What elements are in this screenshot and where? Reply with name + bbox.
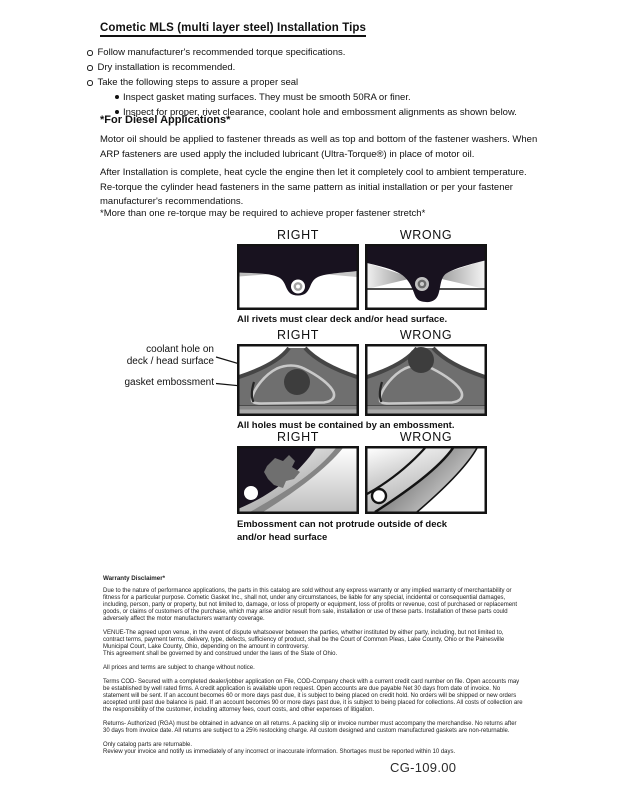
- holes-right-panel: [237, 344, 359, 416]
- tip-item: [87, 45, 549, 60]
- rivet-wrong-panel: [365, 244, 487, 316]
- retorque-note: *More than one re-torque may be required to achieve proper fastener stretch*: [100, 208, 426, 219]
- rivet-caption: All rivets must clear deck and/or head surface.: [237, 314, 448, 325]
- warranty-paragraph: Terms COD- Secured with a completed dealer/jobber application on File, COD-Company check with a current credit card number on file. Open accounts may be established by well rated firms. A credit application is available upon request. Open accounts are due payable Net 30 days from date of invoice. No statement will be sent. If an account becomes 60 or more days past due, it is subject to being placed on credit hold. No orders will be shipped or new orders accepted until past due balance is paid. If an account becomes 90 or more days past due, it is subject to being placed for collections. All costs of collection are the responsibility of the customer, including attorney fees, court costs, and other expenses of litigation.: [103, 679, 523, 713]
- warranty-paragraph: Only catalog parts are returnable. Review your invoice and notify us immediately of any incorrect or inaccurate information. Shortages must be reported within 10 days.: [103, 742, 456, 755]
- tip-sub-item: [115, 90, 549, 105]
- wrong-label: WRONG: [399, 228, 453, 242]
- warranty-paragraph: Returns- Authorized (RGA) must be obtained in advance on all returns. A packing slip or invoice number must accompany the merchandise. No returns after 30 days from invoice date. All returns are subject to a 25% restocking charge. All custom designed and custom manufactured gaskets are non-returnable.: [103, 721, 517, 734]
- tip-text: Inspect gasket mating surfaces. They must be smooth 50RA or finer.: [123, 92, 411, 103]
- warranty-paragraph: All prices and terms are subject to change without notice.: [103, 665, 255, 671]
- open-bullet-icon: [87, 80, 93, 86]
- protrude-right-diagram: [237, 446, 359, 514]
- rivet: [415, 277, 429, 291]
- warranty-disclaimer: [103, 575, 523, 763]
- protrude-wrong-panel: [365, 446, 487, 518]
- holes-wrong-diagram: [365, 344, 487, 416]
- protrude-wrong-diagram: [365, 446, 487, 514]
- tip-text: Follow manufacturer's recommended torque specifications.: [97, 47, 346, 58]
- rivet: [291, 280, 305, 294]
- tip-item: [87, 75, 549, 90]
- right-label: RIGHT: [277, 328, 319, 342]
- diesel-heading: *For Diesel Applications*: [100, 114, 231, 126]
- rivet-wrong-diagram: [365, 244, 487, 310]
- rivet-right-diagram: [237, 244, 359, 310]
- protrude-caption: Embossment can not protrude outside of deck and/or head surface: [237, 519, 448, 543]
- install-tips-list: [87, 45, 549, 120]
- tip-text: Dry installation is recommended.: [97, 62, 236, 73]
- open-bullet-icon: [87, 50, 93, 56]
- protrude-right-panel: [237, 446, 359, 518]
- leader-label-gasket-embossment: gasket embossment: [124, 377, 214, 388]
- holes-caption: All holes must be contained by an embossment.: [237, 420, 455, 431]
- bolt-hole: [372, 489, 386, 503]
- tip-text: Take the following steps to assure a proper seal: [97, 77, 299, 88]
- tip-item: [87, 60, 549, 75]
- bolt-hole: [244, 486, 258, 500]
- right-label: RIGHT: [277, 228, 319, 242]
- coolant-hole: [284, 369, 310, 395]
- diesel-paragraph-2: After Installation is complete, heat cycle the engine then let it completely cool to ambient temperature. Re-torque the cylinder head fasteners in the same pattern as initial installation or per your fastener manufacturer's recommendations.: [100, 167, 527, 207]
- holes-right-diagram: [237, 344, 359, 416]
- solid-bullet-icon: [115, 95, 119, 99]
- warranty-heading: Warranty Disclaimer*: [103, 575, 166, 582]
- warranty-paragraph: VENUE-The agreed upon venue, in the event of dispute whatsoever between the parties, whether instituted by either party, including, but not limited to, contract terms, payment terms, delivery, type, defects, sufficiency of product, shall be the Court of Common Pleas, Lake County, Ohio or the Painesville Municipal Court, Lake County, Ohio, depending on the amount in controversy. This agreement shall be governed by and construed under the laws of the State of Ohio.: [103, 630, 505, 657]
- right-label: RIGHT: [277, 430, 319, 444]
- warranty-paragraph: Due to the nature of performance applications, the parts in this catalog are sold without any express warranty or any implied warranty of merchantability or fitness for a particular purpose. Cometic Gasket Inc., shall not, under any circumstances, be liable for any special, incidental or consequential damages, including, person, party or property, but not limited to, damage, or loss of property or equipment, loss of profits or revenue, cost of purchased or replacement goods, or claims of customers of the purchase, which may arise and/or result from sale, installation or use of these parts. Installation of these parts could adversely affect the motor manufacturers warranty coverage.: [103, 588, 518, 622]
- open-bullet-icon: [87, 65, 93, 71]
- holes-wrong-panel: [365, 344, 487, 416]
- page-code: CG-109.00: [390, 760, 457, 775]
- leader-label-coolant-hole: coolant hole on deck / head surface: [126, 344, 214, 367]
- wrong-label: WRONG: [399, 328, 453, 342]
- wrong-label: WRONG: [399, 430, 453, 444]
- diesel-paragraph-1: Motor oil should be applied to fastener threads as well as top and bottom of the fastener washers. When ARP fasteners are used apply the included lubricant (Ultra-Torque®) in place of motor oil.: [100, 134, 538, 160]
- rivet-right-panel: [237, 244, 359, 316]
- coolant-hole: [408, 347, 434, 373]
- page-title: Cometic MLS (multi layer steel) Installation Tips: [100, 22, 366, 37]
- tip-text: Inspect for proper, rivet clearance, coolant hole and embossment alignments as shown below.: [123, 107, 517, 118]
